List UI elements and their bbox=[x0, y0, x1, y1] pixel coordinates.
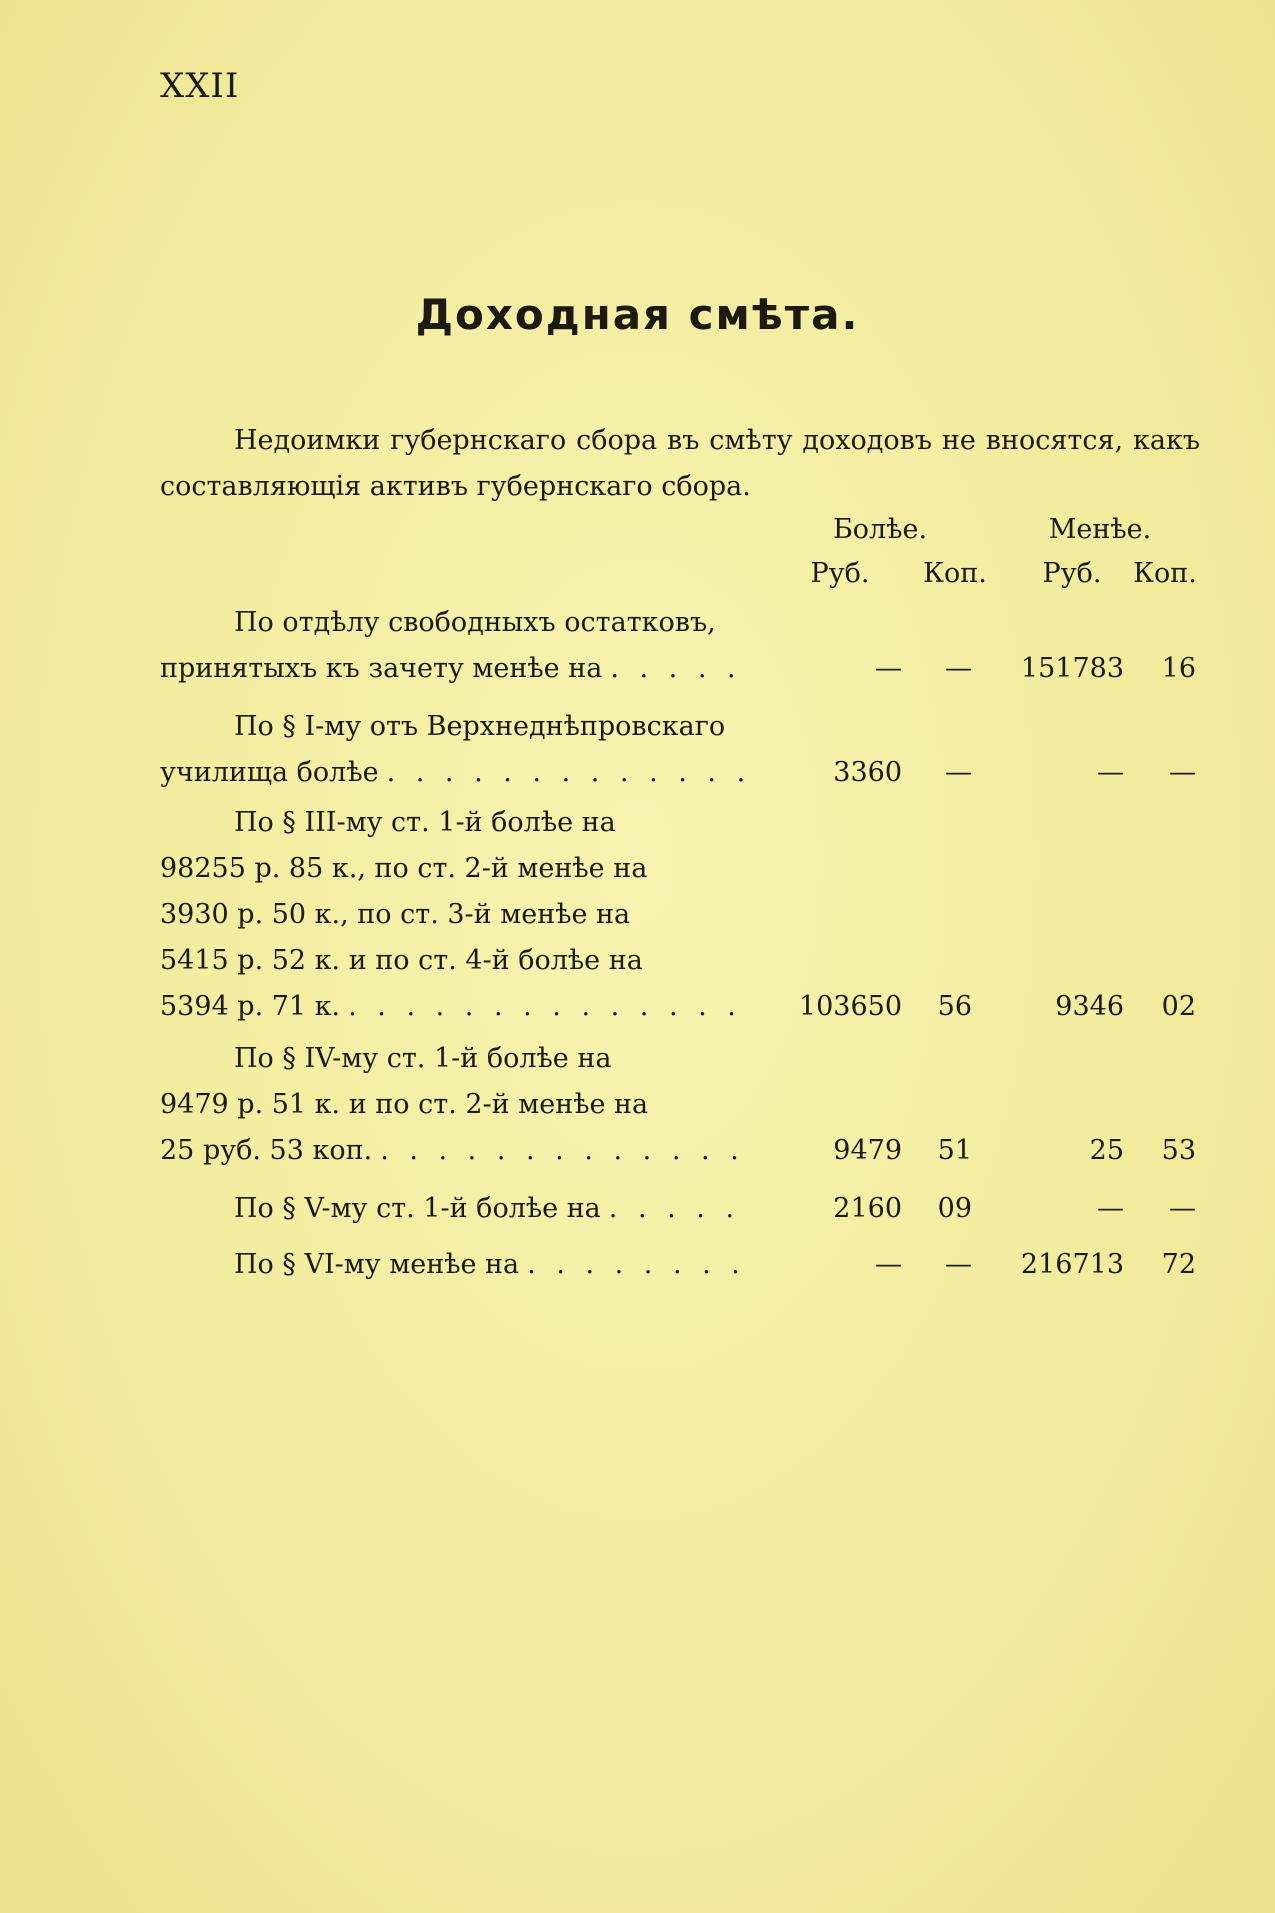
value-less-kop: — bbox=[1169, 1193, 1196, 1224]
row-description-line: По § V-му ст. 1-й болѣе на . . . bbox=[160, 1186, 752, 1232]
value-more-kop: 09 bbox=[937, 1193, 972, 1224]
row-description-line: 25 руб. 53 коп. . . . bbox=[160, 1128, 752, 1174]
intro-paragraph: Недоимки губернскаго сбора въ смѣту доходовъ не вносятся, какъ составляющія активъ губернскаго сбора. bbox=[160, 425, 1200, 502]
value-less-kop: 16 bbox=[1161, 653, 1196, 684]
row-description-line: По отдѣлу свободныхъ остатковъ, bbox=[234, 607, 716, 638]
value-more-kop: 56 bbox=[937, 991, 972, 1022]
value-less-rub: 216713 bbox=[1020, 1249, 1124, 1280]
value-more-rub: — bbox=[875, 1249, 902, 1280]
page-number: XXII bbox=[160, 66, 240, 106]
header-more-kop: Коп. bbox=[923, 558, 987, 589]
row-description-line: училища болѣе . . . bbox=[160, 750, 752, 796]
row-description-line: По § IV-му ст. 1-й болѣе на bbox=[234, 1043, 612, 1074]
header-more: Болѣе. bbox=[832, 514, 928, 545]
header-more-rub: Руб. bbox=[810, 558, 870, 589]
value-more-kop: — bbox=[945, 757, 972, 788]
row-description-line: По § I-му отъ Верхнеднѣпровскаго bbox=[234, 711, 726, 742]
value-more-rub: 2160 bbox=[833, 1193, 902, 1224]
row-description-line: принятыхъ къ зачету менѣе на . . . bbox=[160, 646, 752, 692]
leader-dots bbox=[372, 1128, 752, 1174]
row-description bbox=[160, 1242, 752, 1288]
value-less-kop: — bbox=[1169, 757, 1196, 788]
page-title: Доходная смѣта. bbox=[415, 290, 860, 339]
row-description-line: 3930 р. 50 к., по ст. 3-й менѣе на bbox=[160, 899, 631, 930]
leader-dots bbox=[602, 646, 752, 692]
value-more-kop: — bbox=[945, 653, 972, 684]
row-description bbox=[160, 600, 752, 692]
value-less-rub: — bbox=[1097, 757, 1124, 788]
header-less-rub: Руб. bbox=[1042, 558, 1102, 589]
value-less-kop: 02 bbox=[1161, 991, 1196, 1022]
value-less-rub: 151783 bbox=[1020, 653, 1124, 684]
value-less-rub: — bbox=[1097, 1193, 1124, 1224]
value-less-kop: 72 bbox=[1161, 1249, 1196, 1280]
value-more-rub: 103650 bbox=[798, 991, 902, 1022]
row-description bbox=[160, 1036, 752, 1174]
leader-dots bbox=[379, 750, 752, 796]
value-more-kop: 51 bbox=[937, 1135, 972, 1166]
value-more-rub: — bbox=[875, 653, 902, 684]
row-description bbox=[160, 1186, 752, 1232]
value-more-kop: — bbox=[945, 1249, 972, 1280]
value-more-rub: 9479 bbox=[833, 1135, 902, 1166]
row-description bbox=[160, 800, 752, 1030]
header-less: Менѣе. bbox=[1048, 514, 1152, 545]
row-description-line: 98255 р. 85 к., по ст. 2-й менѣе на bbox=[160, 853, 648, 884]
value-less-rub: 25 bbox=[1089, 1135, 1124, 1166]
leader-dots bbox=[601, 1186, 752, 1232]
row-description-line: 5415 р. 52 к. и по ст. 4-й болѣе на bbox=[160, 945, 643, 976]
row-description-line: 5394 р. 71 к. . . . bbox=[160, 984, 752, 1030]
value-less-rub: 9346 bbox=[1055, 991, 1124, 1022]
row-description bbox=[160, 704, 752, 796]
row-description-line: По § VI-му менѣе на . . . bbox=[160, 1242, 752, 1288]
value-more-rub: 3360 bbox=[833, 757, 902, 788]
row-description-line: 9479 р. 51 к. и по ст. 2-й менѣе на bbox=[160, 1089, 649, 1120]
value-less-kop: 53 bbox=[1161, 1135, 1196, 1166]
leader-dots bbox=[519, 1242, 752, 1288]
row-description-line: По § III-му ст. 1-й болѣе на bbox=[234, 807, 616, 838]
leader-dots bbox=[340, 984, 752, 1030]
header-less-kop: Коп. bbox=[1133, 558, 1197, 589]
